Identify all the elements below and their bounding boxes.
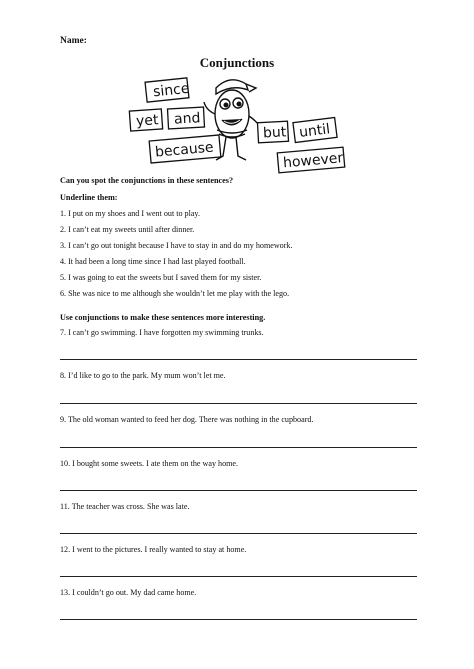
word-and: and — [173, 110, 201, 128]
sentence-3: 3. I can’t go out tonight because I have to stay in and do my homework. — [60, 241, 293, 250]
word-but: but — [262, 124, 287, 142]
answer-line — [60, 447, 417, 448]
answer-line — [60, 359, 417, 360]
sentence-10: 10. I bought some sweets. I ate them on the way home. — [60, 459, 239, 468]
answer-line — [60, 576, 417, 577]
word-card-and — [168, 107, 205, 129]
word-card-until — [293, 118, 337, 143]
sentence-9: 9. The old woman wanted to feed her dog. There was nothing in the cupboard. — [60, 415, 314, 424]
sentence-12: 12. I went to the pictures. I really wanted to stay at home. — [60, 545, 247, 554]
sentence-4: 4. It had been a long time since I had last played football. — [60, 257, 246, 266]
word-since: since — [152, 80, 191, 101]
name-label: Name: — [60, 36, 87, 46]
word-card-but — [257, 121, 288, 143]
answer-line — [60, 619, 417, 620]
answer-line — [60, 533, 417, 534]
section1-instruction: Underline them: — [60, 193, 118, 202]
sentence-5: 5. I was going to eat the sweets but I saved them for my sister. — [60, 273, 262, 282]
sentence-8: 8. I’d like to go to the park. My mum won’t let me. — [60, 371, 226, 380]
answer-line — [60, 490, 417, 491]
word-card-because — [149, 135, 221, 163]
page-title: Conjunctions — [199, 55, 275, 70]
sentence-11: 11. The teacher was cross. She was late. — [60, 502, 190, 511]
section1-question: Can you spot the conjunctions in these sentences? — [60, 176, 234, 185]
sentence-1: 1. I put on my shoes and I went out to play. — [60, 209, 200, 218]
word-yet: yet — [135, 112, 159, 130]
sentence-6: 6. She was nice to me although she wouldn’t let me play with the lego. — [60, 289, 290, 298]
word-card-since — [145, 78, 190, 102]
sentence-7: 7. I can’t go swimming. I have forgotten my swimming trunks. — [60, 328, 264, 337]
word-card-however — [277, 147, 344, 173]
answer-line — [60, 403, 417, 404]
word-however: however — [282, 150, 344, 172]
conjunctions-clipart — [118, 70, 358, 180]
word-card-yet — [129, 109, 162, 131]
sentence-2: 2. I can’t eat my sweets until after dinner. — [60, 225, 195, 234]
word-because: because — [154, 139, 215, 161]
section2-instruction: Use conjunctions to make these sentences more interesting. — [60, 313, 266, 322]
sentence-13: 13. I couldn’t go out. My dad came home. — [60, 588, 197, 597]
word-until: until — [298, 121, 332, 141]
